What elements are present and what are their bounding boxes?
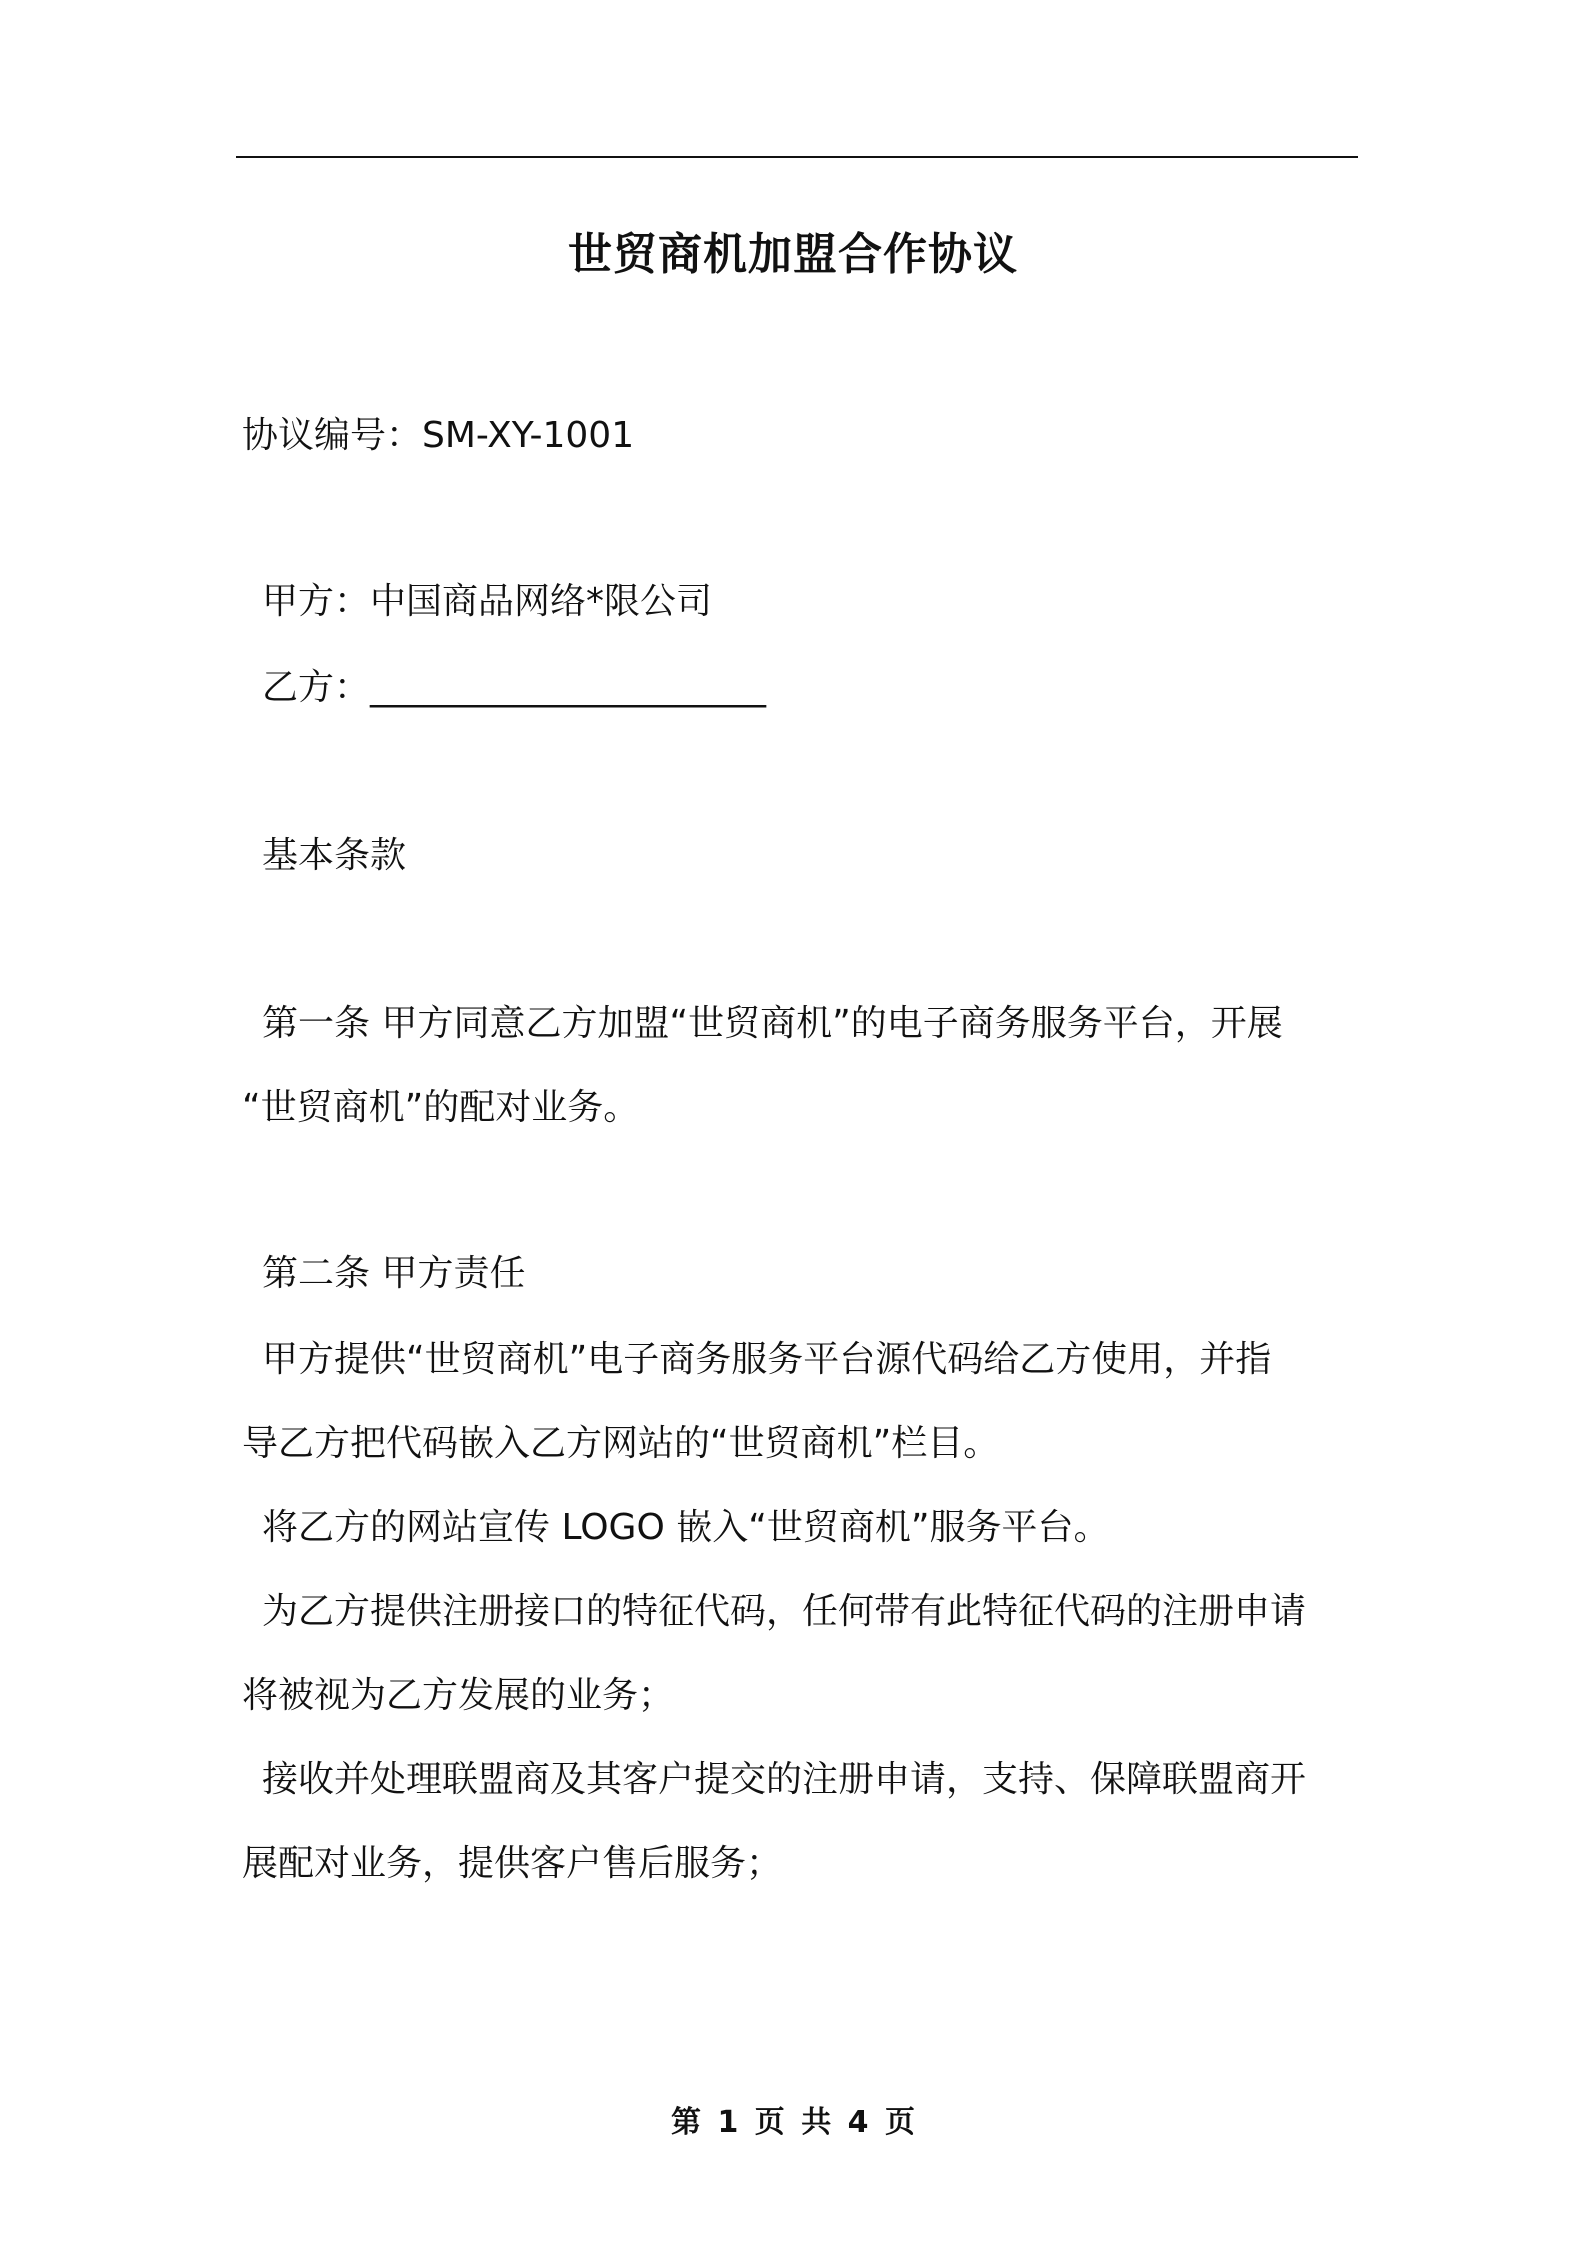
document-title: 世贸商机加盟合作协议 bbox=[568, 229, 1018, 280]
article2-p4-line1: 接收并处理联盟商及其客户提交的注册申请，支持、保障联盟商开 bbox=[262, 1759, 1307, 1800]
article2-p4-line2: 展配对业务，提供客户售后服务； bbox=[242, 1843, 783, 1884]
page-indicator: 第 1 页 共 4 页 bbox=[671, 2105, 915, 2140]
article2-p1-line2: 导乙方把代码嵌入乙方网站的“世贸商机”栏目。 bbox=[242, 1423, 1000, 1464]
header-rule bbox=[236, 156, 1358, 158]
party-a: 甲方：中国商品网络*限公司 bbox=[262, 581, 713, 622]
article1-line1: 第一条 甲方同意乙方加盟“世贸商机”的电子商务服务平台，开展 bbox=[262, 1003, 1283, 1044]
section-heading: 基本条款 bbox=[262, 835, 407, 876]
party-b-label: 乙方： bbox=[262, 667, 371, 708]
article2-p3-line2: 将被视为乙方发展的业务； bbox=[242, 1675, 675, 1716]
article1-line2: “世贸商机”的配对业务。 bbox=[242, 1087, 640, 1128]
article2-heading: 第二条 甲方责任 bbox=[262, 1253, 526, 1294]
party-b bbox=[262, 664, 766, 712]
article2-p1-line1: 甲方提供“世贸商机”电子商务服务平台源代码给乙方使用，并指 bbox=[262, 1339, 1272, 1380]
party-b-blank-field: ______________________ bbox=[370, 667, 767, 708]
article2-p2: 将乙方的网站宣传 LOGO 嵌入“世贸商机”服务平台。 bbox=[262, 1507, 1110, 1548]
agreement-number: 协议编号：SM-XY-1001 bbox=[242, 415, 635, 456]
article2-p3-line1: 为乙方提供注册接口的特征代码，任何带有此特征代码的注册申请 bbox=[262, 1591, 1307, 1632]
